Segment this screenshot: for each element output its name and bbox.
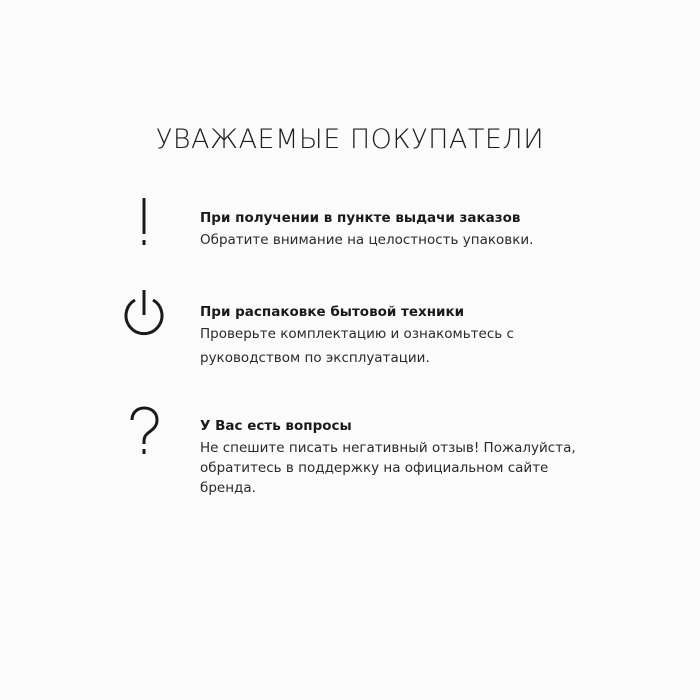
section-heading: При распаковке бытовой техники (200, 304, 465, 320)
section-body-line: обратитесь в поддержку на официальном сайте (200, 460, 549, 476)
section-heading: У Вас есть вопросы (200, 418, 352, 434)
section-body-line: Не спешите писать негативный отзыв! Пожалуйста, (200, 440, 576, 456)
section-body-line: Проверьте комплектацию и ознакомьтесь с (200, 326, 514, 342)
question-icon (120, 406, 168, 458)
section-questions-text (200, 416, 580, 498)
section-heading: При получении в пункте выдачи заказов (200, 210, 521, 226)
section-body-line: бренда. (200, 480, 256, 496)
exclamation-icon (120, 196, 168, 250)
section-pickup-text (200, 208, 580, 250)
power-icon (120, 287, 168, 339)
section-body-line: руководством по эксплуатации. (200, 350, 430, 366)
section-body-line: Обратите внимание на целостность упаковки. (200, 232, 534, 248)
page-title: УВАЖАЕМЫЕ ПОКУПАТЕЛИ (155, 124, 545, 155)
section-unpacking-text (200, 302, 580, 370)
